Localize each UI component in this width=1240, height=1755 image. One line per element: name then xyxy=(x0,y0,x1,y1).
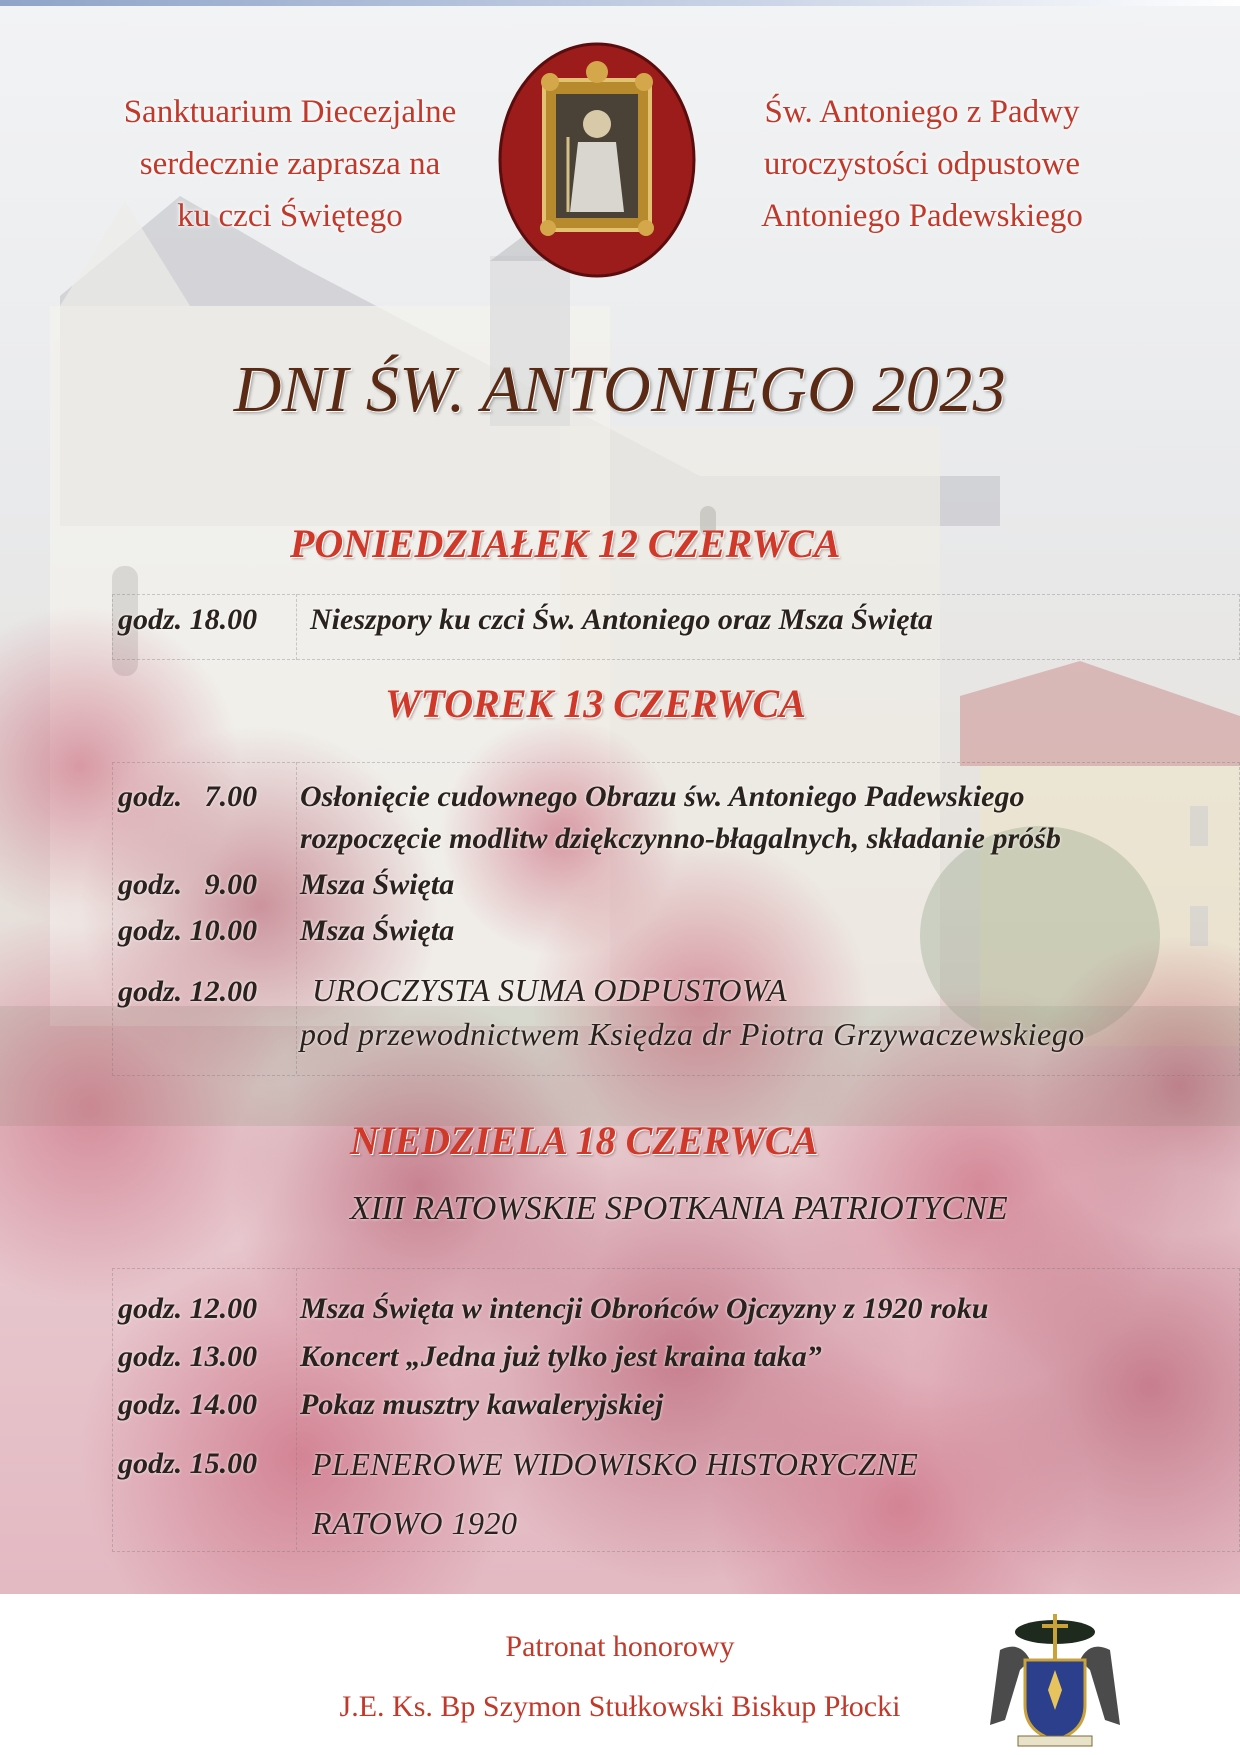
event-description-line-1: UROCZYSTA SUMA ODPUSTOWA xyxy=(312,972,787,1008)
schedule-divider xyxy=(296,1268,297,1550)
event-description: Msza Święta xyxy=(300,868,455,901)
event-description-line-2: pod przewodnictwem Księdza dr Piotra Grzywaczewskiego xyxy=(300,1016,1085,1052)
patronage-title: Patronat honorowy xyxy=(505,1630,735,1663)
header-left-line-3: ku czci Świętego xyxy=(177,198,403,234)
header-left-text xyxy=(80,86,500,242)
event-time: godz. 10.00 xyxy=(118,914,258,947)
event-time: godz. 7.00 xyxy=(118,780,258,813)
header-right-line-1: Św. Antoniego z Padwy xyxy=(764,94,1080,130)
event-time: godz. 18.00 xyxy=(118,603,258,636)
event-time: godz. 15.00 xyxy=(118,1447,258,1480)
header-right-line-2: uroczystości odpustowe xyxy=(763,146,1081,182)
header-left-line-1: Sanktuarium Diecezjalne xyxy=(123,94,457,130)
day-heading-tuesday: WTOREK 13 CZERWCA xyxy=(385,681,806,726)
event-description-line-2: RATOWO 1920 xyxy=(312,1505,518,1541)
event-description: Msza Święta xyxy=(300,914,455,947)
event-description-line-2: rozpoczęcie modlitw dziękczynno-błagalnych, składanie próśb xyxy=(300,822,1061,855)
schedule-divider xyxy=(296,594,297,660)
event-time: godz. 13.00 xyxy=(118,1340,258,1373)
header-right-line-3: Antoniego Padewskiego xyxy=(761,198,1083,234)
event-description-line-1: PLENEROWE WIDOWISKO HISTORYCZNE xyxy=(312,1446,919,1482)
header-right-text xyxy=(712,86,1132,242)
event-description: Msza Święta w intencji Obrońców Ojczyzny z 1920 roku xyxy=(300,1292,989,1325)
event-series-subtitle: XIII RATOWSKIE SPOTKANIA PATRIOTYCNE xyxy=(350,1190,1008,1227)
patronage-name: J.E. Ks. Bp Szymon Stułkowski Biskup Płocki xyxy=(339,1690,901,1723)
event-description: Pokaz musztry kawaleryjskiej xyxy=(300,1388,664,1421)
event-description: Koncert „Jedna już tylko jest kraina taka” xyxy=(300,1340,822,1373)
page-title: DNI ŚW. ANTONIEGO 2023 xyxy=(233,353,1007,426)
event-time: godz. 9.00 xyxy=(118,868,258,901)
event-description: Nieszpory ku czci Św. Antoniego oraz Msza Święta xyxy=(310,603,933,636)
event-time: godz. 12.00 xyxy=(118,975,258,1008)
header-left-line-2: serdecznie zaprasza na xyxy=(139,146,441,182)
st-anthony-icon xyxy=(498,42,696,278)
bishop-coat-of-arms-icon xyxy=(980,1610,1130,1750)
day-heading-sunday: NIEDZIELA 18 CZERWCA xyxy=(350,1118,819,1163)
event-time: godz. 14.00 xyxy=(118,1388,258,1421)
day-heading-monday: PONIEDZIAŁEK 12 CZERWCA xyxy=(290,521,841,566)
event-time: godz. 12.00 xyxy=(118,1292,258,1325)
schedule-divider xyxy=(296,762,297,1074)
event-description-line-1: Osłonięcie cudownego Obrazu św. Antoniego Padewskiego xyxy=(300,780,1025,813)
